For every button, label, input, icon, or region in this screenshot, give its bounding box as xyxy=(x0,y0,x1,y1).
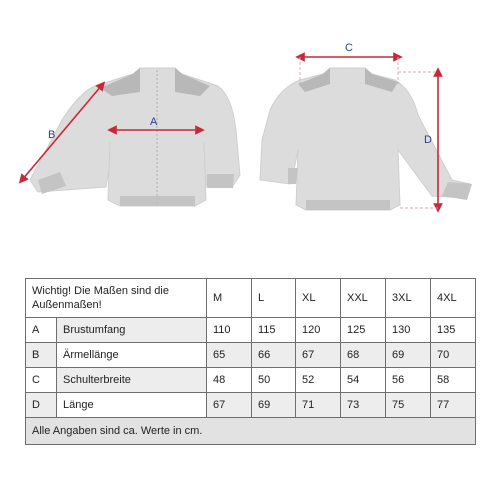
cell-value: 68 xyxy=(341,343,386,368)
cell-value: 73 xyxy=(341,393,386,418)
cell-value: 56 xyxy=(386,368,431,393)
cell-value: 77 xyxy=(431,393,476,418)
cell-value: 67 xyxy=(296,343,341,368)
table-note: Wichtig! Die Maßen sind die Außenmaßen! xyxy=(26,279,207,318)
size-table xyxy=(25,278,476,445)
cell-value: 66 xyxy=(252,343,296,368)
cell-value: 50 xyxy=(252,368,296,393)
cell-value: 120 xyxy=(296,318,341,343)
size-header: XXL xyxy=(341,279,386,318)
table-footer-row xyxy=(26,418,476,445)
label-c: C xyxy=(345,42,353,54)
cell-value: 54 xyxy=(341,368,386,393)
cell-value: 67 xyxy=(207,393,252,418)
cell-value: 115 xyxy=(252,318,296,343)
cell-value: 125 xyxy=(341,318,386,343)
row-label: Schulterbreite xyxy=(57,368,207,393)
table-row xyxy=(26,368,476,393)
size-header: L xyxy=(252,279,296,318)
size-header: 3XL xyxy=(386,279,431,318)
cell-value: 135 xyxy=(431,318,476,343)
size-header: M xyxy=(207,279,252,318)
size-header: XL xyxy=(296,279,341,318)
row-letter: C xyxy=(26,368,57,393)
label-b: B xyxy=(48,129,56,141)
cell-value: 65 xyxy=(207,343,252,368)
row-letter: A xyxy=(26,318,57,343)
label-a: A xyxy=(150,116,158,128)
cell-value: 71 xyxy=(296,393,341,418)
cell-value: 130 xyxy=(386,318,431,343)
cell-value: 69 xyxy=(252,393,296,418)
table-row xyxy=(26,343,476,368)
jacket-front-illustration xyxy=(30,68,240,206)
jacket-back-illustration xyxy=(260,68,472,210)
table-footer-note: Alle Angaben sind ca. Werte in cm. xyxy=(26,418,476,445)
cell-value: 52 xyxy=(296,368,341,393)
size-header: 4XL xyxy=(431,279,476,318)
cell-value: 70 xyxy=(431,343,476,368)
cell-value: 48 xyxy=(207,368,252,393)
table-row xyxy=(26,393,476,418)
row-label: Ärmellänge xyxy=(57,343,207,368)
cell-value: 69 xyxy=(386,343,431,368)
cell-value: 110 xyxy=(207,318,252,343)
row-label: Länge xyxy=(57,393,207,418)
table-row xyxy=(26,318,476,343)
label-d: D xyxy=(424,134,432,146)
row-letter: D xyxy=(26,393,57,418)
cell-value: 58 xyxy=(431,368,476,393)
table-header-row xyxy=(26,279,476,318)
row-label: Brustumfang xyxy=(57,318,207,343)
row-letter: B xyxy=(26,343,57,368)
cell-value: 75 xyxy=(386,393,431,418)
